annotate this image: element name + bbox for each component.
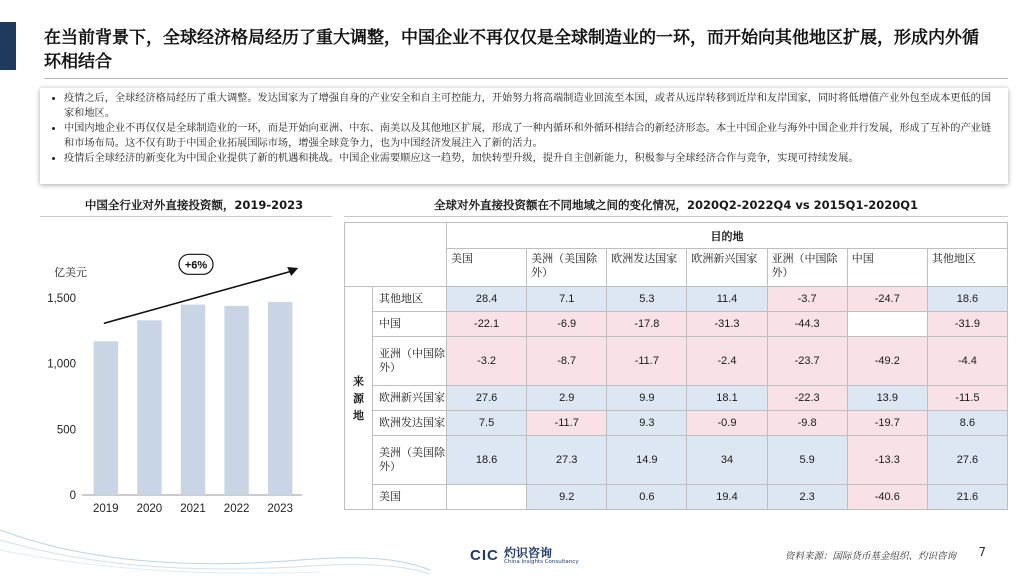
growth-annotation-text: +6%: [184, 259, 208, 272]
data-cell: -44.3: [767, 312, 847, 337]
data-cell: -9.8: [767, 411, 847, 436]
x-tick-label: 2020: [136, 503, 163, 515]
data-cell: 9.3: [607, 411, 687, 436]
data-cell: 34: [687, 436, 767, 485]
data-cell: -3.2: [447, 337, 527, 386]
data-cell: 13.9: [847, 385, 927, 410]
row-header: 中国: [373, 312, 447, 337]
data-cell: -17.8: [607, 312, 687, 337]
data-cell: -11.7: [607, 337, 687, 386]
x-tick-label: 2019: [93, 503, 119, 515]
data-cell: 5.9: [767, 436, 847, 485]
data-cell: 8.6: [927, 411, 1007, 436]
logo-english-name: China Insights Consultancy: [504, 559, 579, 565]
empty-cell: [847, 312, 927, 337]
title-divider: [44, 78, 1008, 79]
data-cell: 2.3: [767, 484, 847, 509]
bar-2020: [137, 320, 161, 495]
data-cell: -2.4: [687, 337, 767, 386]
page-number: 7: [978, 545, 986, 559]
chart-title-divider: [40, 216, 332, 217]
bar-2019: [94, 341, 118, 495]
data-cell: 18.6: [447, 436, 527, 485]
data-cell: -19.7: [847, 411, 927, 436]
bullet-item: • 中国内地企业不再仅仅是全球制造业的一环，而是开始向亚洲、中东、南美以及其他地区扩展，形成了一种内循环和外循环相结合的新经济形态。本土中国企业与海外中国企业并行发展，形成了互补的产业链和市场布局。这不仅有助于中国企业拓展国际市场，增强全球竞争力，也为中国经济发展注入了新的活力。: [64, 121, 998, 151]
x-tick-label: 2023: [267, 503, 293, 515]
bar-2021: [181, 305, 205, 495]
row-header: 美国: [373, 484, 447, 509]
data-cell: -3.7: [767, 287, 847, 312]
row-header: 美洲（美国除外）: [373, 436, 447, 485]
fdi-matrix-table: [344, 222, 1008, 510]
x-tick-label: 2021: [180, 503, 206, 515]
source-header: 来 源 地: [345, 287, 373, 510]
column-header: 美洲（美国除外）: [527, 249, 607, 287]
table-corner: [345, 223, 447, 287]
data-cell: 11.4: [687, 287, 767, 312]
data-cell: -31.9: [927, 312, 1007, 337]
page-title: 在当前背景下，全球经济格局经历了重大调整，中国企业不再仅仅是全球制造业的一环，而开始向其他地区扩展，形成内外循环相结合: [44, 28, 979, 72]
y-tick-label: 1,500: [47, 293, 76, 305]
data-cell: -22.3: [767, 385, 847, 410]
data-cell: 7.1: [527, 287, 607, 312]
data-cell: 14.9: [607, 436, 687, 485]
logo-chinese-name: 灼识咨询: [504, 546, 553, 560]
data-cell: 27.3: [527, 436, 607, 485]
destination-header: 目的地: [447, 223, 1008, 249]
data-cell: 9.9: [607, 385, 687, 410]
row-header: 欧洲新兴国家: [373, 385, 447, 410]
data-cell: 7.5: [447, 411, 527, 436]
bar-2023: [268, 302, 292, 495]
data-cell: -8.7: [527, 337, 607, 386]
data-cell: 28.4: [447, 287, 527, 312]
data-cell: -11.5: [927, 385, 1007, 410]
data-cell: -0.9: [687, 411, 767, 436]
data-cell: -4.4: [927, 337, 1007, 386]
data-cell: 0.6: [607, 484, 687, 509]
y-tick-label: 0: [69, 490, 76, 502]
data-cell: 21.6: [927, 484, 1007, 509]
data-cell: -13.3: [847, 436, 927, 485]
chart-title: 中国全行业对外直接投资额，2019-2023: [84, 198, 304, 212]
data-cell: -31.3: [687, 312, 767, 337]
x-tick-label: 2022: [223, 503, 250, 515]
data-cell: -40.6: [847, 484, 927, 509]
data-cell: -22.1: [447, 312, 527, 337]
row-header: 亚洲（中国除外）: [373, 337, 447, 386]
empty-cell: [447, 484, 527, 509]
column-header: 美国: [447, 249, 527, 287]
column-header: 欧洲新兴国家: [687, 249, 767, 287]
y-tick-label: 1,000: [47, 358, 76, 371]
column-header: 中国: [847, 249, 927, 287]
data-cell: -6.9: [527, 312, 607, 337]
data-cell: 5.3: [607, 287, 687, 312]
row-header: 欧洲发达国家: [373, 411, 447, 436]
cic-logo: [470, 544, 590, 570]
data-cell: -24.7: [847, 287, 927, 312]
y-axis-label: 亿美元: [54, 267, 87, 279]
bullet-item: • 疫情后全球经济的新变化为中国企业提供了新的机遇和挑战。中国企业需要顺应这一趋势，加快转型升级，提升自主创新能力，积极参与全球经济合作与竞争，实现可持续发展。: [64, 151, 998, 166]
data-cell: 2.9: [527, 385, 607, 410]
data-cell: 9.2: [527, 484, 607, 509]
bullet-item: • 疫情之后，全球经济格局经历了重大调整。发达国家为了增强自身的产业安全和自主可控能力，开始努力将高端制造业回流至本国，或者从远岸转移到近岸和友岸国家，同时将低增值产业外包至成本更低的国家和地区。: [64, 91, 998, 121]
source-note: 资料来源：国际货币基金组织、灼识咨询: [784, 551, 956, 562]
summary-box: [40, 88, 1008, 184]
column-header: 其他地区: [927, 249, 1007, 287]
y-tick-label: 500: [56, 424, 76, 437]
column-header: 亚洲（中国除外）: [767, 249, 847, 287]
data-cell: 27.6: [447, 385, 527, 410]
data-cell: 19.4: [687, 484, 767, 509]
table-title-divider: [344, 216, 1008, 217]
logo-mark: CIC: [470, 547, 499, 564]
data-cell: -23.7: [767, 337, 847, 386]
data-cell: -11.7: [527, 411, 607, 436]
data-cell: -49.2: [847, 337, 927, 386]
decorative-wave: [0, 500, 430, 576]
data-cell: 18.1: [687, 385, 767, 410]
column-header: 欧洲发达国家: [607, 249, 687, 287]
row-header: 其他地区: [373, 287, 447, 312]
data-cell: 18.6: [927, 287, 1007, 312]
bar-2022: [224, 306, 248, 495]
accent-bar: [0, 22, 16, 70]
data-cell: 27.6: [927, 436, 1007, 485]
fdi-bar-chart: [40, 250, 340, 525]
table-title: 全球对外直接投资额在不同地域之间的变化情况，2020Q2-2022Q4 vs 2015Q1-2020Q1: [433, 198, 919, 212]
